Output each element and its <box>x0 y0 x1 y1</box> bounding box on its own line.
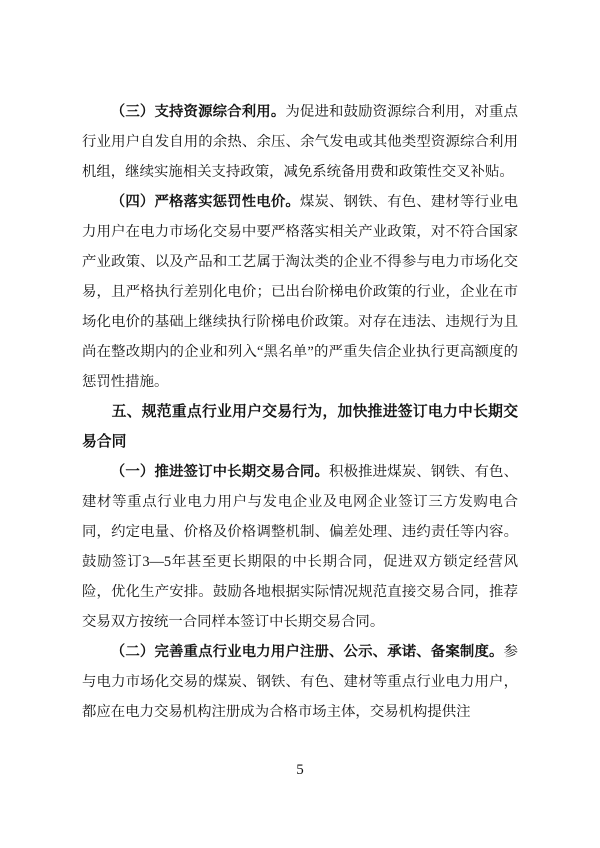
section-5-heading: 五、规范重点行业用户交易行为，加快推进签订电力中长期交易合同 <box>82 404 518 450</box>
paragraph-item-3 <box>82 97 518 187</box>
document-body <box>82 97 518 727</box>
paragraph-section5-item-1-text: 积极推进煤炭、钢铁、有色、建材等重点行业电力用户与发电企业及电网企业签订三方发购电合同，约定电量、价格及价格调整机制、偏差处理、违约责任等内容。鼓励签订3—5年甚至更长期限的中长期合同，促进双方锁定经营风险，优化生产安排。鼓励各地根据实际情况规范直接交易合同，推荐交易双方按统一合同样本签订中长期交易合同。 <box>82 464 518 630</box>
paragraph-section5-item-1-lead: （一）推进签订中长期交易合同。 <box>110 464 330 480</box>
paragraph-section5-item-2 <box>82 637 518 727</box>
page-number: 5 <box>296 762 304 778</box>
paragraph-section5-item-2-lead: （二）完善重点行业电力用户注册、公示、承诺、备案制度。 <box>110 644 504 660</box>
paragraph-item-3-text: 为促进和鼓励资源综合利用，对重点行业用户自发自用的余热、余压、余气发电或其他类型资源综合利用机组，继续实施相关支持政策，减免系统备用费和政策性交叉补贴。 <box>82 104 518 180</box>
paragraph-item-4-text: 煤炭、钢铁、有色、建材等行业电力用户在电力市场化交易中要严格落实相关产业政策，对不符合国家产业政策、以及产品和工艺属于淘汰类的企业不得参与电力市场化交易，且严格执行差别化电价；已出台阶梯电价政策的行业，企业在市场化电价的基础上继续执行阶梯电价政策。对存在违法、违规行为且尚在整改期内的企业和列入“黑名单”的严重失信企业执行更高额度的惩罚性措施。 <box>82 194 518 390</box>
paragraph-item-4-lead: （四）严格落实惩罚性电价。 <box>110 194 300 210</box>
paragraph-item-3-lead: （三）支持资源综合利用。 <box>110 104 286 120</box>
paragraph-item-4 <box>82 187 518 397</box>
paragraph-section5-item-1 <box>82 457 518 637</box>
paragraph-section5-item-2-text: 参与电力市场化交易的煤炭、钢铁、有色、建材等重点行业电力用户，都应在电力交易机构注册成为合格市场主体，交易机构提供注 <box>82 644 518 720</box>
